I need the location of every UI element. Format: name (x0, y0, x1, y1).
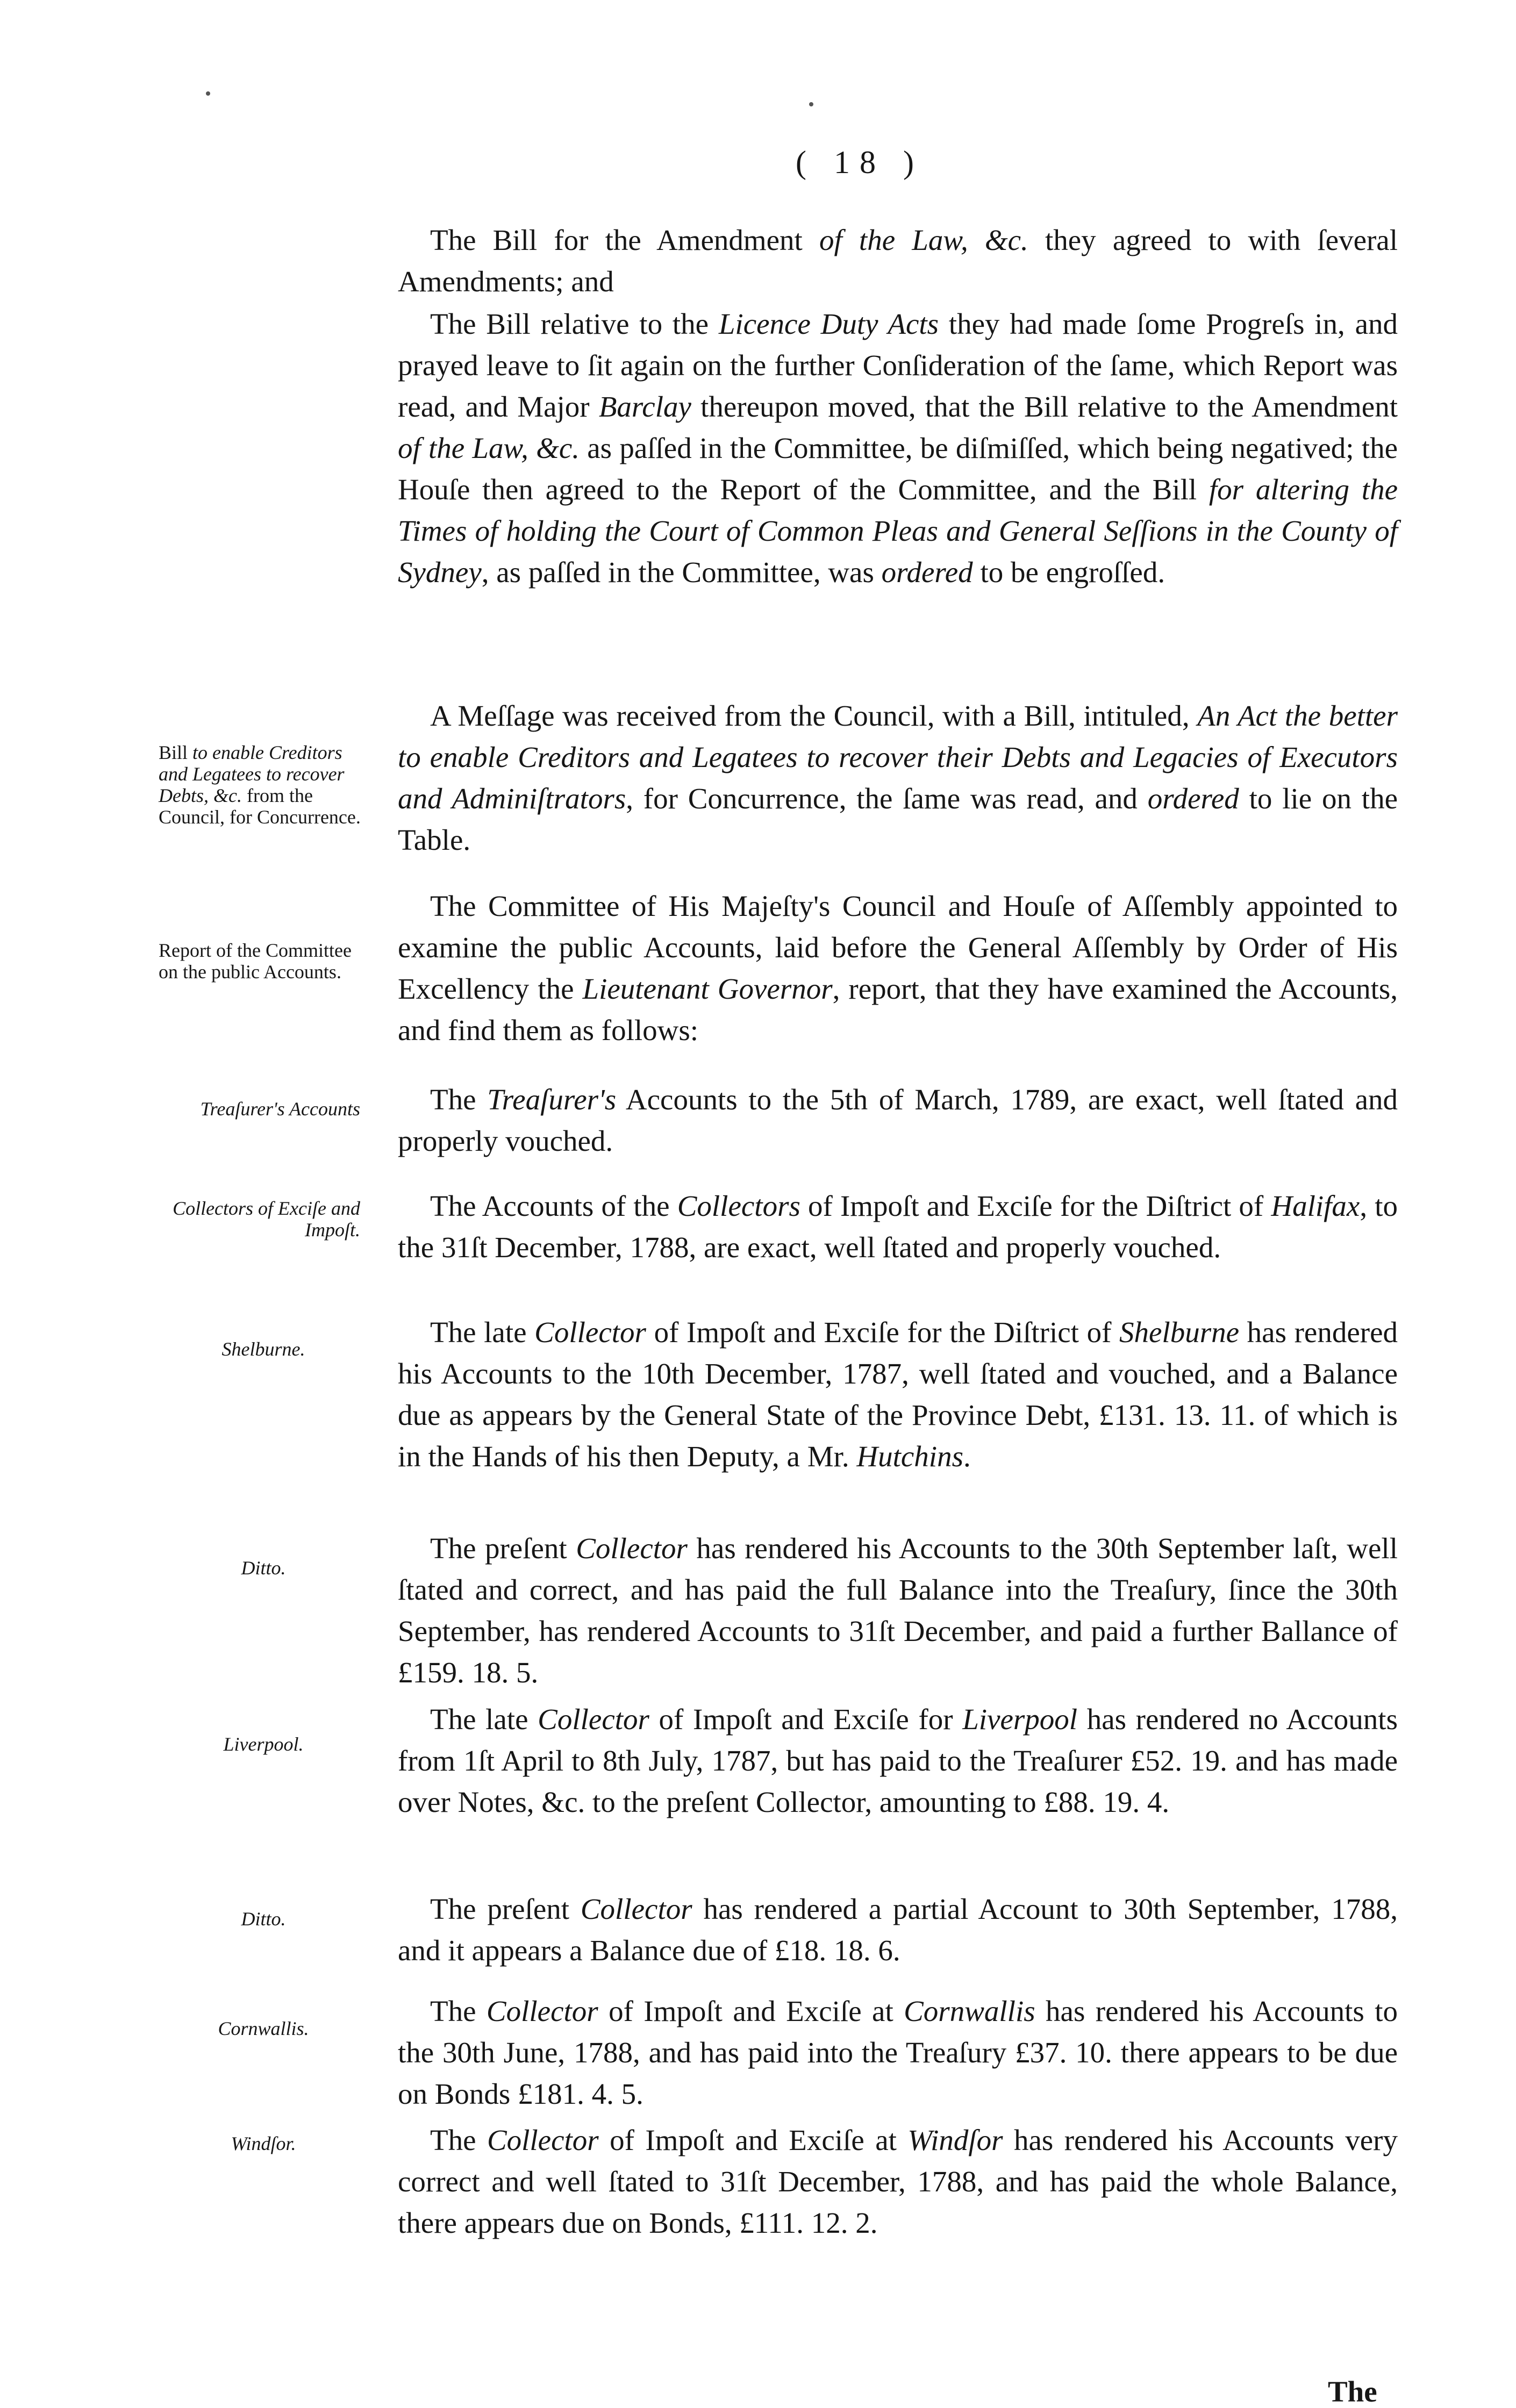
margin-note-liverpool: Liverpool. (223, 1733, 304, 1755)
page-number: ( 18 ) (796, 145, 924, 180)
paragraph-committee-report: The Committee of His Majeſty's Council and Houſe of Aſſembly appointed to examine the public Accounts, laid before the General Aſſembly by Order of His Excellency the Lieutenant Governor, report, that they have examined the Accounts, and find them as follows: (398, 890, 1398, 1047)
paragraph-halifax-collectors: The Accounts of the Collectors of Impoſt and Exciſe for the Diſtrict of Halifax, to the 31ſt December, 1788, are exact, well ſtated and properly vouched. (398, 1189, 1398, 1264)
margin-note-treasurer: Treaſurer's Accounts (200, 1098, 360, 1120)
margin-note-cornwallis: Cornwallis. (218, 2018, 309, 2039)
paragraph-windsor-collector: The Collector of Impoſt and Exciſe at Windſor has rendered his Accounts very correct and well ſtated to 31ſt December, 1788, and has paid the whole Balance, there appears due on Bonds, £111. 12. 2. (398, 2124, 1398, 2239)
margin-note-shelburne: Shelburne. (221, 1338, 305, 1360)
ink-speck (809, 102, 813, 106)
margin-note-bill-creditors: Bill to enable Creditors and Legatees to recover Debts, &c. from the Council, for Concurrence. (159, 742, 361, 828)
catchword: The (1328, 2375, 1377, 2408)
paragraph-cornwallis-collector: The Collector of Impoſt and Exciſe at Cornwallis has rendered his Accounts to the 30th June, 1788, and has paid into the Treaſury £37. 10. there appears to be due on Bonds £181. 4. 5. (398, 1995, 1398, 2110)
margin-note-committee-report: Report of the Committee on the public Accounts. (159, 940, 352, 983)
margin-note-ditto-1: Ditto. (241, 1557, 286, 1579)
paragraph-shelburne-present-collector: The preſent Collector has rendered his Accounts to the 30th September laſt, well ſtated and correct, and has paid the full Balance into the Treaſury, ſince the 30th September, has rendered Accounts to 31ſt December, and paid a further Ballance of £159. 18. 5. (398, 1532, 1398, 1689)
margin-note-windsor: Windſor. (231, 2133, 296, 2154)
paragraph-liverpool-late-collector: The late Collector of Impoſt and Exciſe for Liverpool has rendered no Accounts from 1ſt April to 8th July, 1787, but has paid to the Treaſurer £52. 19. and has made over Notes, &c. to the preſent Collector, amounting to £88. 19. 4. (398, 1703, 1398, 1818)
paragraph-treasurer-accounts: The Treaſurer's Accounts to the 5th of March, 1789, are exact, well ſtated and properly vouched. (398, 1083, 1398, 1157)
margin-note-ditto-2: Ditto. (241, 1908, 286, 1930)
paragraph-shelburne-late-collector: The late Collector of Impoſt and Exciſe for the Diſtrict of Shelburne has rendered his Accounts to the 10th December, 1787, well ſtated and vouched, and a Balance due as appears by the General State of the Province Debt, £131. 13. 11. of which is in the Hands of his then Deputy, a Mr. Hutchins. (398, 1316, 1398, 1473)
paragraph-licence-duty-report: The Bill relative to the Licence Duty Acts they had made ſome Progreſs in, and prayed leave to ſit again on the further Conſideration of the ſame, which Report was read, and Major Barclay thereupon moved, that the Bill relative to the Amendment of the Law, &c. as paſſed in the Committee, be diſmiſſed, which being negatived; the Houſe then agreed to the Report of the Committee, and the Bill for altering the Times of holding the Court of Common Pleas and General Seſſions in the County of Sydney, as paſſed in the Committee, was ordered to be engroſſed. (398, 307, 1398, 589)
paragraph-bill-amendment: The Bill for the Amendment of the Law, &c. they agreed to with ſeveral Amendments; and (398, 224, 1398, 298)
margin-note-collectors: Collectors of Exciſe and Impoſt. (173, 1198, 360, 1241)
paragraph-liverpool-present-collector: The preſent Collector has rendered a partial Account to 30th September, 1788, and it appears a Balance due of £18. 18. 6. (398, 1893, 1398, 1967)
paragraph-council-message: A Meſſage was received from the Council, with a Bill, intituled, An Act the better to enable Creditors and Legatees to recover their Debts and Legacies of Executors and Adminiſtrators, for Concurrence, the ſame was read, and ordered to lie on the Table. (398, 699, 1398, 856)
ink-speck (206, 91, 210, 96)
